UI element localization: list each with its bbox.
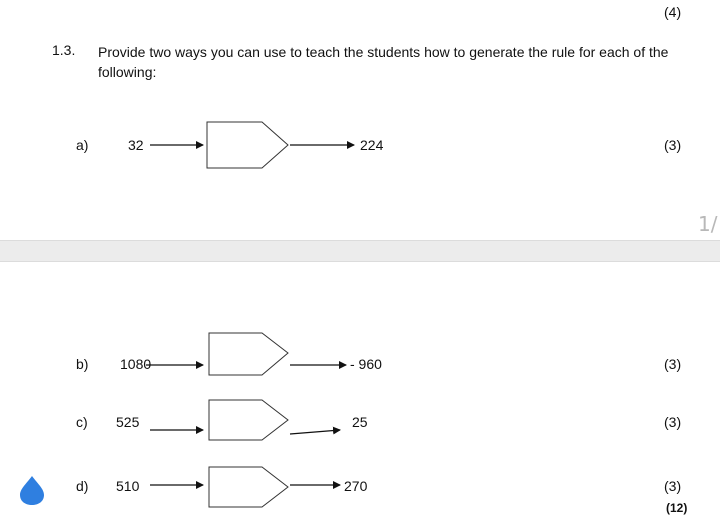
item-b-output: - 960: [350, 356, 382, 372]
item-a-marks: (3): [664, 137, 682, 153]
item-d-input: 510: [116, 478, 140, 494]
item-d-letter: d): [76, 478, 89, 494]
droplet-icon[interactable]: [16, 474, 48, 506]
item-c-output-arrow: [290, 430, 340, 434]
item-d-output: 270: [344, 478, 368, 494]
item-b-input: 1080: [120, 356, 152, 372]
page-indicator: 1/: [698, 212, 718, 236]
item-b-flow: [146, 333, 346, 375]
item-a-input: 32: [128, 137, 144, 153]
item-b-marks: (3): [664, 356, 682, 372]
item-a-flow: [150, 122, 354, 168]
item-a-letter: a): [76, 137, 89, 153]
question-text: Provide two ways you can use to teach the students how to generate the rule for each of the following:: [98, 44, 669, 80]
item-d-marks: (3): [664, 478, 682, 494]
total-marks: (12): [666, 501, 688, 515]
item-c-function-box: [209, 400, 288, 440]
item-b-letter: b): [76, 356, 89, 372]
item-c-letter: c): [76, 414, 88, 430]
item-a-function-box: [207, 122, 288, 168]
item-d-flow: [150, 467, 340, 507]
item-d-function-box: [209, 467, 288, 507]
top-marks: (4): [664, 4, 682, 20]
item-b-function-box: [209, 333, 288, 375]
question-number: 1.3.: [52, 42, 76, 58]
item-a-output: 224: [360, 137, 384, 153]
item-c-output: 25: [352, 414, 368, 430]
item-c-marks: (3): [664, 414, 682, 430]
item-c-flow: [150, 400, 340, 440]
item-c-input: 525: [116, 414, 140, 430]
